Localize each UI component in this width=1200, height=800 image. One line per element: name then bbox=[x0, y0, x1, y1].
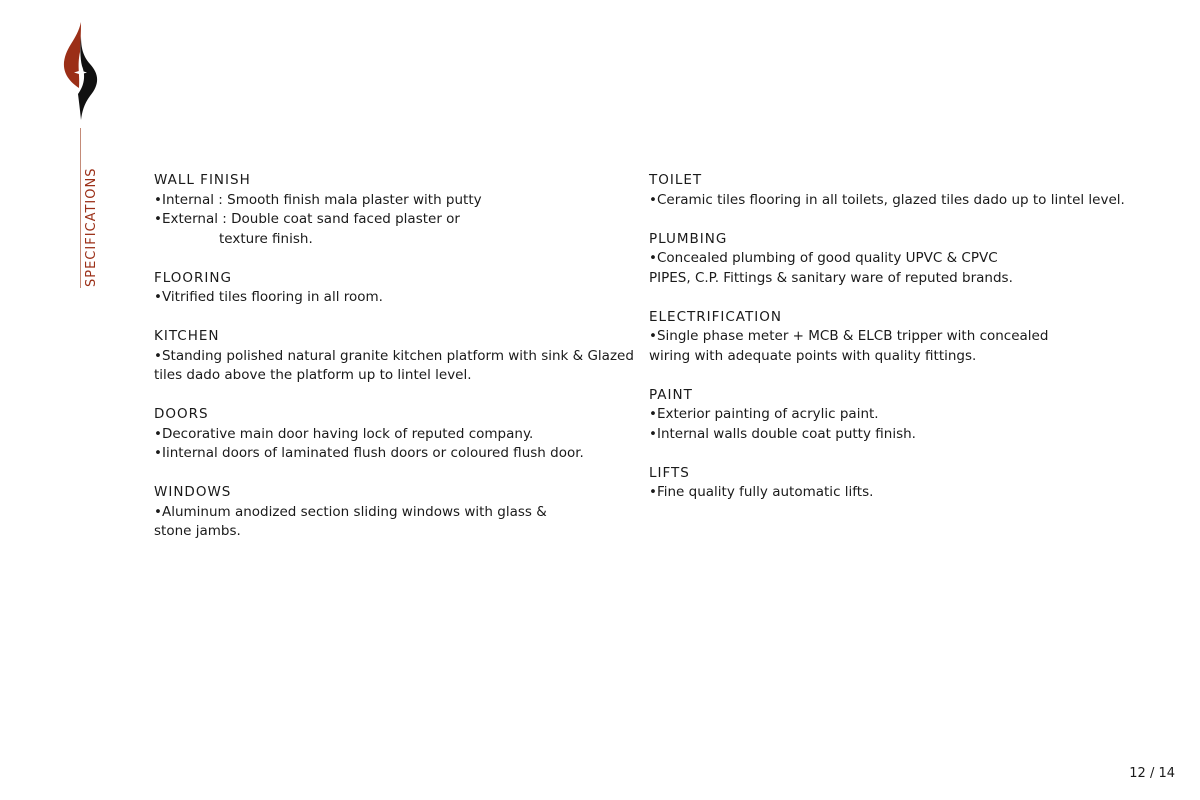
section-electrification bbox=[649, 308, 1129, 367]
section-line: •Fine quality fully automatic lifts. bbox=[649, 484, 874, 500]
section-line: •Concealed plumbing of good quality UPVC & CPVC bbox=[649, 250, 998, 266]
section-heading: LIFTS bbox=[649, 464, 690, 481]
section-toilet bbox=[649, 171, 1129, 210]
section-line: •Iinternal doors of laminated flush doors or coloured flush door. bbox=[154, 445, 584, 461]
section-line: stone jambs. bbox=[154, 523, 241, 539]
section-line: •Ceramic tiles flooring in all toilets, glazed tiles dado up to lintel level. bbox=[649, 191, 1125, 208]
section-heading: PAINT bbox=[649, 386, 693, 403]
section-plumbing bbox=[649, 230, 1129, 289]
section-line: •External : Double coat sand faced plaster or bbox=[154, 211, 460, 227]
page-number: 12 / 14 bbox=[1129, 766, 1175, 781]
section-line: •Exterior painting of acrylic paint. bbox=[649, 406, 879, 422]
section-heading: FLOORING bbox=[154, 269, 232, 286]
right-column bbox=[649, 171, 1129, 522]
section-line: •Internal : Smooth finish mala plaster with putty bbox=[154, 191, 482, 208]
section-kitchen bbox=[154, 327, 634, 386]
section-heading: TOILET bbox=[649, 172, 703, 188]
section-line: texture finish. bbox=[219, 230, 313, 247]
sidebar-divider bbox=[80, 128, 81, 288]
section-line: tiles dado above the platform up to lintel level. bbox=[154, 367, 472, 383]
left-column bbox=[154, 171, 634, 561]
flame-logo-icon bbox=[62, 22, 100, 120]
section-heading: WALL FINISH bbox=[154, 172, 251, 188]
section-flooring bbox=[154, 269, 624, 308]
section-wall-finish bbox=[154, 171, 624, 249]
section-lifts bbox=[649, 464, 1129, 503]
section-line: •Aluminum anodized section sliding windows with glass & bbox=[154, 503, 547, 520]
section-heading: PLUMBING bbox=[649, 230, 728, 247]
section-line: •Single phase meter + MCB & ELCB tripper with concealed bbox=[649, 328, 1049, 344]
section-windows bbox=[154, 483, 624, 542]
section-heading: KITCHEN bbox=[154, 328, 220, 344]
section-doors bbox=[154, 405, 624, 464]
section-line: •Vitrified tiles flooring in all room. bbox=[154, 289, 383, 305]
section-line: •Internal walls double coat putty finish. bbox=[649, 425, 916, 442]
section-line: •Decorative main door having lock of reputed company. bbox=[154, 425, 534, 442]
section-line: wiring with adequate points with quality fittings. bbox=[649, 347, 977, 364]
section-paint bbox=[649, 386, 1129, 445]
section-heading: WINDOWS bbox=[154, 484, 232, 500]
section-line: PIPES, C.P. Fittings & sanitary ware of reputed brands. bbox=[649, 269, 1013, 286]
section-heading: DOORS bbox=[154, 406, 209, 422]
section-line: •Standing polished natural granite kitchen platform with sink & Glazed bbox=[154, 347, 634, 364]
section-heading: ELECTRIFICATION bbox=[649, 308, 782, 325]
sidebar-label: SPECIFICATIONS bbox=[84, 167, 99, 287]
